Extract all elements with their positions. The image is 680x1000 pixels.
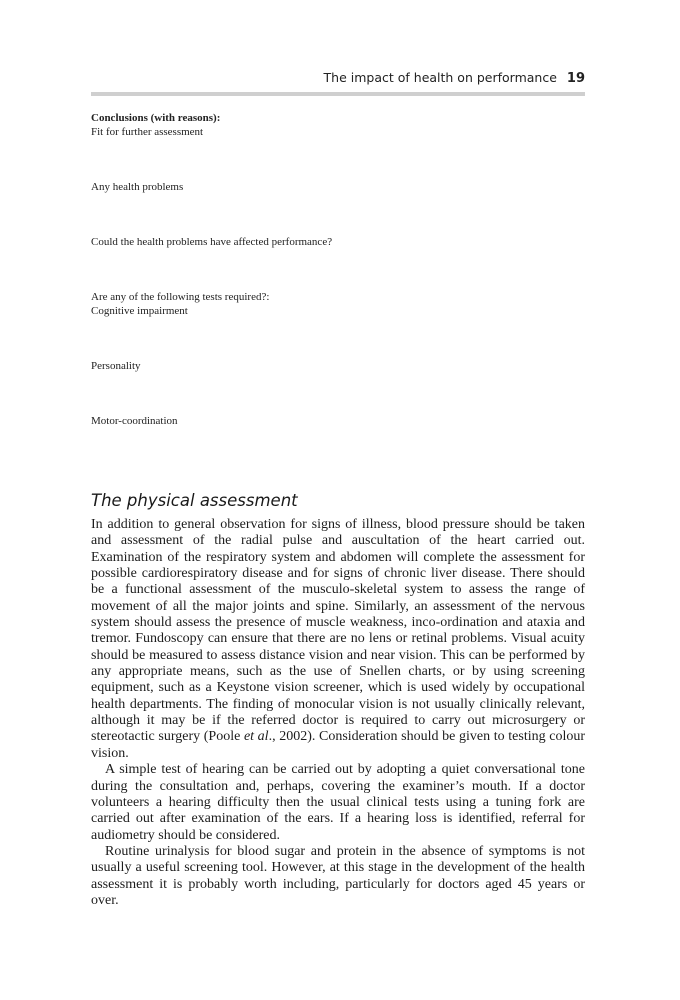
tests-required-block	[91, 290, 585, 318]
page-number: 19	[566, 71, 585, 86]
running-head-title: The impact of health on performance	[323, 70, 557, 85]
conclusions-heading: Conclusions (with reasons):	[91, 112, 221, 124]
health-problems-label: Any health problems	[91, 181, 184, 193]
section-heading: The physical assessment	[91, 491, 298, 510]
paragraph-1-etal: et al	[243, 729, 269, 745]
body-text	[91, 517, 585, 909]
running-header	[91, 70, 585, 86]
fit-for-assessment-label: Fit for further assessment	[91, 126, 204, 138]
motor-coordination-label: Motor-coordination	[91, 415, 178, 427]
personality-label: Personality	[91, 360, 141, 372]
affected-performance-label: Could the health problems have affected performance?	[91, 236, 333, 248]
paragraph-1-text-b: ., 2002). Consideration should be given to testing colour vision.	[91, 729, 585, 761]
conclusions-block	[91, 111, 585, 139]
tests-required-label: Are any of the following tests required?:	[91, 291, 270, 303]
paragraph-1-text-a: In addition to general observation for signs of illness, blood pressure should be taken and assessment of the radial pulse and auscultation of the heart carried out. Examination of the respiratory system and abdomen will complete the assessment for possible cardiorespiratory disease and for signs of chronic liver disease. There should be a functional assessment of the musculo-skeletal system to assess the range of movement of all the major joints and spine. Similarly, an assessment of the nervous system should assess the presence of muscle weakness, inco-ordination and ataxia and tremor. Fundoscopy can ensure that there are no lens or retinal problems. Visual acuity should be measured to assess distance vision and near vision. This can be performed by any appropriate means, such as the use of Snellen charts, or by using screening equipment, such as a Keystone vision screener, which is used widely by occupational health departments. The finding of monocular vision is not usually clinically relevant, although it may be if the referred doctor is required to carry out microsurgery or stereotactic surgery (Poole	[91, 517, 585, 745]
cognitive-impairment-label: Cognitive impairment	[91, 305, 188, 317]
header-rule	[91, 92, 585, 96]
paragraph-3: Routine urinalysis for blood sugar and protein in the absence of symptoms is not usually a useful screening tool. However, at this stage in the development of the health assessment it is probably worth including, particularly for doctors aged 45 years or over.	[91, 843, 585, 908]
paragraph-1	[91, 517, 585, 762]
paragraph-2: A simple test of hearing can be carried out by adopting a quiet conversational tone during the consultation and, perhaps, covering the examiner’s mouth. If a doctor volunteers a hearing difficulty then the usual clinical tests using a tuning fork are carried out after examination of the ears. If a hearing loss is identified, referral for audiometry should be considered.	[91, 762, 585, 843]
